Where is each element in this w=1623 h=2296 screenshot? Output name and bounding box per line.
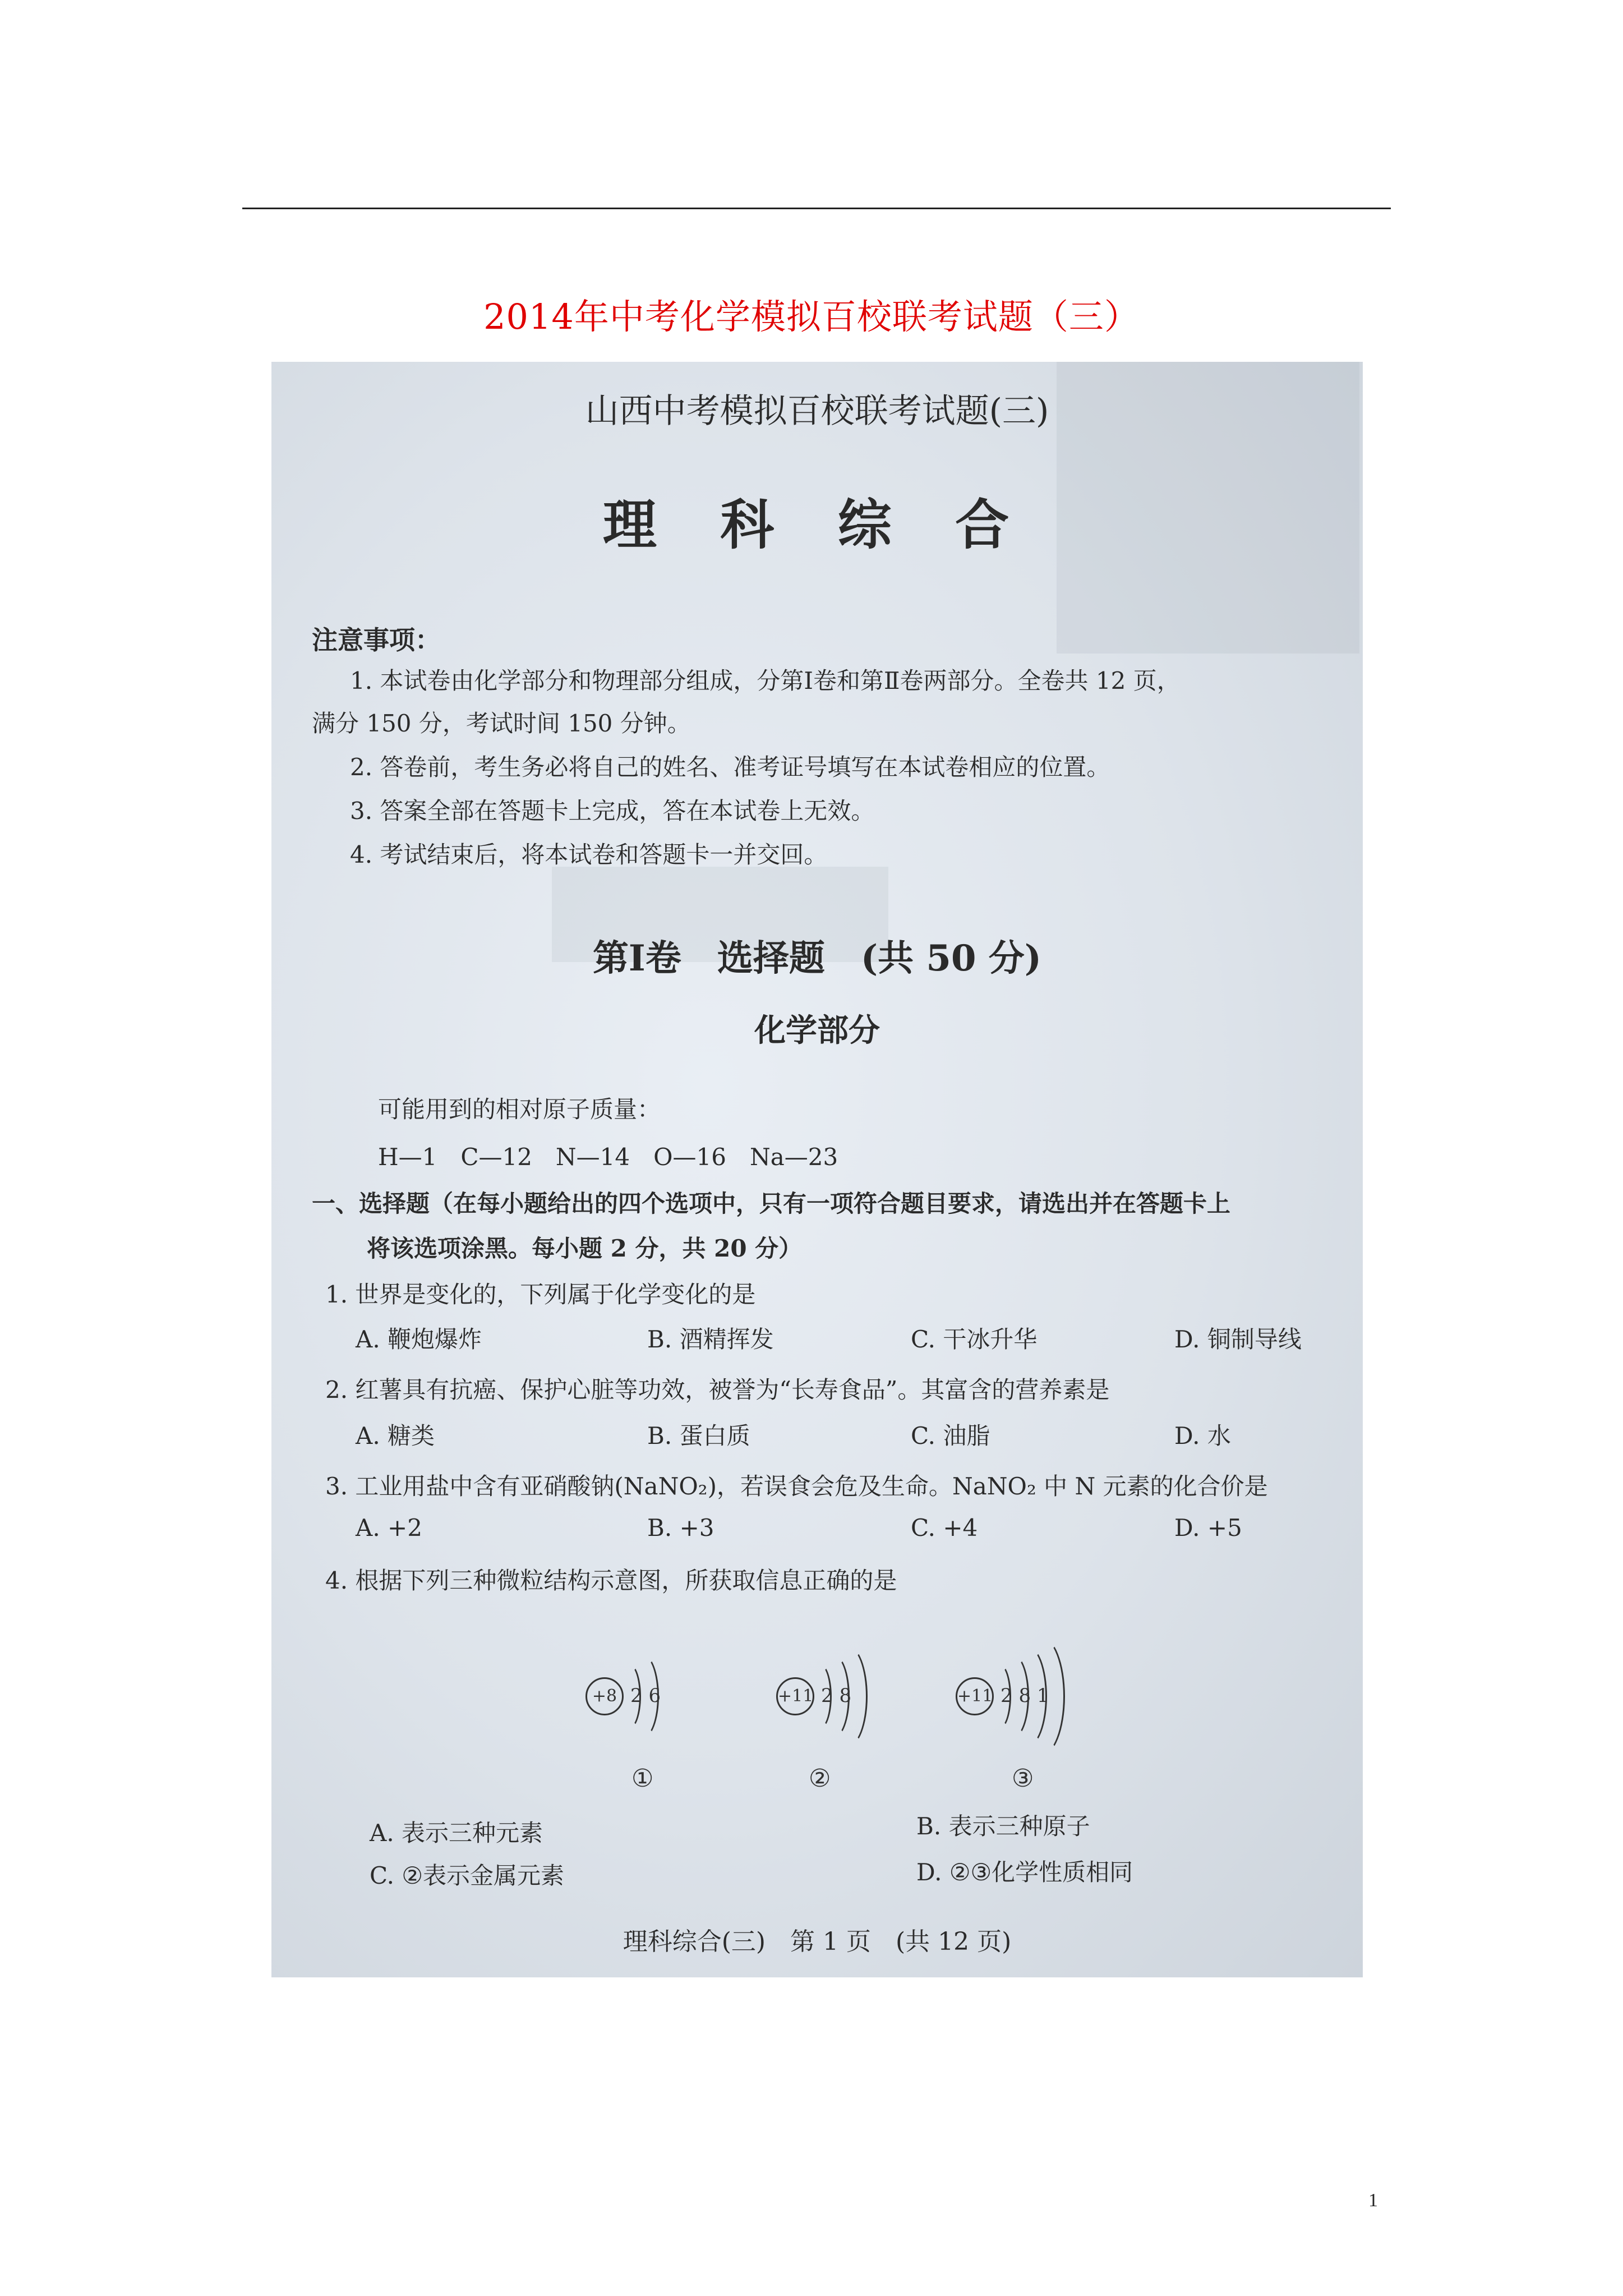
option: D. 铜制导线: [1174, 1326, 1302, 1353]
scanned-exam-page: [271, 362, 1363, 1977]
note-line: 1. 本试卷由化学部分和物理部分组成，分第Ⅰ卷和第Ⅱ卷两部分。全卷共 12 页，: [350, 667, 1181, 694]
nucleus: +11: [776, 1677, 814, 1715]
question-stem: 4. 根据下列三种微粒结构示意图，所获取信息正确的是: [325, 1567, 897, 1594]
instructions: 将该选项涂黑。每小题 2 分，共 20 分）: [367, 1235, 803, 1262]
atomic-mass-heading: 可能用到的相对原子质量：: [378, 1096, 661, 1123]
section-title: 第Ⅰ卷 选择题 (共 50 分): [592, 937, 1042, 979]
option: A. 表示三种元素: [370, 1819, 543, 1847]
header-rule: [242, 208, 1391, 209]
note-line: 3. 答案全部在答题卡上完成，答在本试卷上无效。: [350, 797, 875, 825]
question-stem: 1. 世界是变化的，下列属于化学变化的是: [325, 1281, 756, 1308]
option: B. 酒精挥发: [647, 1326, 774, 1353]
instructions: 一、选择题（在每小题给出的四个选项中，只有一项符合题目要求，请选出并在答题卡上: [312, 1190, 1231, 1217]
option: C. +4: [911, 1514, 978, 1542]
particle-diagram: [776, 1635, 888, 1793]
exam-title: 山西中考模拟百校联考试题(三): [585, 392, 1049, 431]
notes-heading: 注意事项：: [312, 625, 441, 655]
question-stem: 3. 工业用盐中含有亚硝酸钠(NaNO₂)，若误食会危及生命。NaNO₂ 中 N 元素的化合价是: [325, 1473, 1268, 1500]
option: A. 鞭炮爆炸: [356, 1326, 482, 1353]
question-stem: 2. 红薯具有抗癌、保护心脏等功效，被誉为“长寿食品”。其富含的营养素是: [325, 1376, 1110, 1404]
shell-electrons: 2 8 1: [1000, 1685, 1049, 1707]
document-title: 2014年中考化学模拟百校联考试题（三）: [483, 296, 1140, 337]
note-line: 2. 答卷前，考生务必将自己的姓名、准考证号填写在本试卷相应的位置。: [350, 753, 1110, 781]
particle-label: ①: [631, 1764, 654, 1793]
option: C. 油脂: [911, 1422, 990, 1450]
option: B. 蛋白质: [647, 1422, 750, 1450]
option: B. 表示三种原子: [916, 1812, 1090, 1840]
particle-diagram: [585, 1646, 698, 1793]
shell-electrons: 2 8: [821, 1685, 852, 1707]
subject-title: 理 科 综 合: [602, 493, 1032, 556]
particle-diagram: [956, 1624, 1068, 1793]
particle-label: ③: [1012, 1764, 1034, 1793]
note-line: 满分 150 分，考试时间 150 分钟。: [312, 710, 691, 737]
option: D. 水: [1174, 1422, 1231, 1450]
particle-label: ②: [809, 1764, 831, 1793]
shell-electrons: 2 6: [630, 1685, 661, 1707]
option: C. 干冰升华: [911, 1326, 1038, 1353]
page-number: 1: [1368, 2190, 1378, 2211]
atomic-mass-values: H—1 C—12 N—14 O—16 Na—23: [378, 1143, 838, 1171]
part-title: 化学部分: [754, 1012, 880, 1049]
note-line: 4. 考试结束后，将本试卷和答题卡一并交回。: [350, 841, 828, 868]
option: C. ②表示金属元素: [370, 1862, 564, 1889]
option: A. 糖类: [356, 1422, 435, 1450]
option: A. +2: [356, 1514, 422, 1542]
scan-footer: 理科综合(三) 第 1 页 (共 12 页): [623, 1927, 1012, 1956]
option: D. +5: [1174, 1514, 1242, 1542]
option: B. +3: [647, 1514, 714, 1542]
nucleus: +8: [585, 1677, 624, 1715]
nucleus: +11: [956, 1677, 994, 1715]
option: D. ②③化学性质相同: [916, 1858, 1133, 1886]
